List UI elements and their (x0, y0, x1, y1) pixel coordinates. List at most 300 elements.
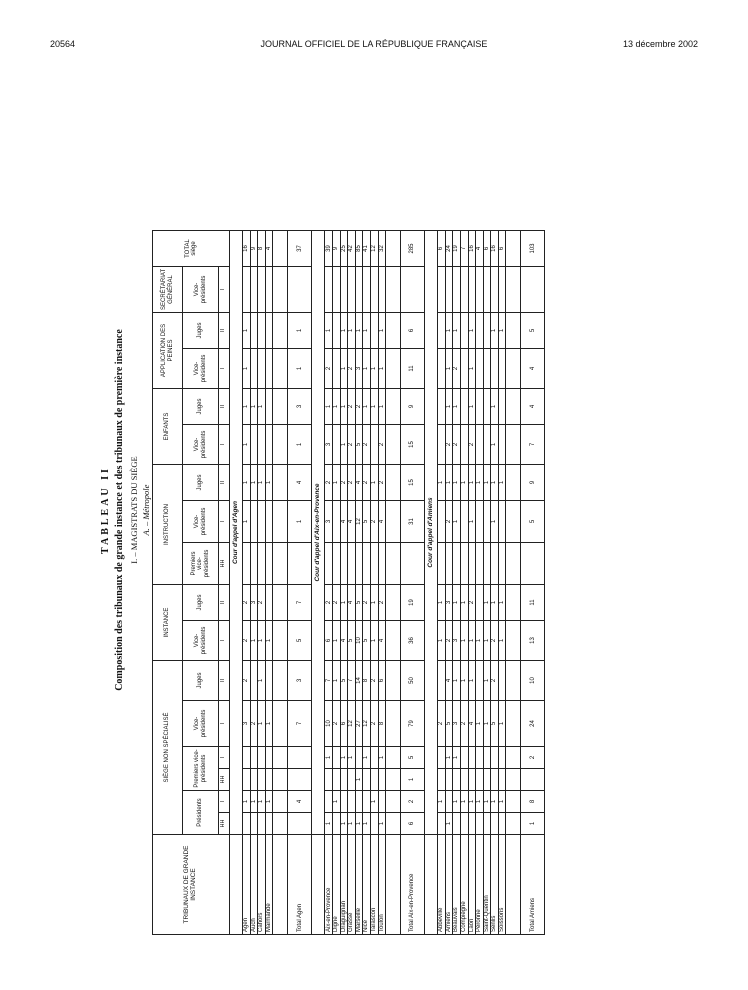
value-cell: 2 (370, 661, 378, 701)
value-cell (438, 769, 446, 791)
total-value-cell: 37 (288, 230, 312, 266)
total-value-cell (401, 266, 425, 312)
value-cell (258, 313, 266, 349)
value-cell: 1 (468, 465, 476, 501)
grade-cell: II (219, 313, 230, 349)
empty-cell (506, 621, 521, 661)
value-cell: 2 (332, 585, 340, 621)
tribunal-name: Péronne (476, 835, 484, 935)
tribunal-name: Draguignan (340, 835, 348, 935)
value-cell: 1 (340, 313, 348, 349)
value-cell: 5 (363, 621, 371, 661)
value-cell (498, 349, 506, 389)
value-cell (498, 425, 506, 465)
value-cell (476, 313, 484, 349)
value-cell (265, 585, 273, 621)
empty-cell (506, 465, 521, 501)
header-juges: Juges (183, 313, 219, 349)
value-cell: 2 (378, 425, 386, 465)
empty-cell (273, 835, 288, 935)
value-cell (370, 313, 378, 349)
value-cell: 2 (460, 701, 468, 747)
header-vice-presidents: Vice-présidents (183, 501, 219, 543)
value-cell: 2 (378, 465, 386, 501)
value-cell: 3 (325, 501, 333, 543)
empty-cell (386, 621, 401, 661)
value-cell: 7 (460, 230, 468, 266)
value-cell: 2 (491, 621, 499, 661)
value-cell: 1 (363, 313, 371, 349)
value-cell: 4 (476, 230, 484, 266)
total-value-cell: 5 (521, 501, 545, 543)
value-cell (468, 813, 476, 835)
total-value-cell: 15 (401, 465, 425, 501)
group-title-row (230, 230, 243, 934)
value-cell: 1 (243, 389, 251, 425)
tribunal-name: Laon (468, 835, 476, 935)
total-value-cell: 4 (288, 791, 312, 813)
total-value-cell: 36 (401, 621, 425, 661)
value-cell: 4 (355, 465, 363, 501)
value-cell: 1 (348, 813, 356, 835)
value-cell: 1 (332, 791, 340, 813)
total-value-cell (288, 543, 312, 585)
value-cell (483, 769, 491, 791)
value-cell: 1 (370, 621, 378, 661)
value-cell (258, 747, 266, 769)
value-cell (332, 747, 340, 769)
tribunal-name: Agen (243, 835, 251, 935)
value-cell: 1 (476, 465, 484, 501)
value-cell: 1 (483, 791, 491, 813)
value-cell (483, 813, 491, 835)
value-cell: 1 (243, 791, 251, 813)
value-cell (355, 791, 363, 813)
value-cell: 1 (265, 621, 273, 661)
value-cell: 1 (340, 425, 348, 465)
tribunal-name: Nice (363, 835, 371, 935)
value-cell (483, 349, 491, 389)
tribunal-name: Saint-Quentin (483, 835, 491, 935)
value-cell: 2 (332, 701, 340, 747)
value-cell: 1 (491, 791, 499, 813)
value-cell: 5 (340, 661, 348, 701)
total-value-cell: 8 (521, 791, 545, 813)
value-cell: 4 (468, 701, 476, 747)
total-label: Total Agen (288, 835, 312, 935)
value-cell (250, 501, 258, 543)
value-cell (363, 266, 371, 312)
value-cell: 1 (250, 621, 258, 661)
value-cell (243, 769, 251, 791)
value-cell (438, 813, 446, 835)
value-cell (370, 425, 378, 465)
total-value-cell (288, 813, 312, 835)
table-row (340, 230, 348, 934)
value-cell: 4 (265, 230, 273, 266)
value-cell (325, 266, 333, 312)
total-value-cell: 24 (521, 701, 545, 747)
header-vice-presidents: Vice-présidents (183, 621, 219, 661)
value-cell: 1 (258, 661, 266, 701)
tribunal-name: Senlis (491, 835, 499, 935)
value-cell: 1 (438, 465, 446, 501)
grade-cell: II (219, 465, 230, 501)
value-cell: 42 (348, 230, 356, 266)
value-cell: 2 (453, 425, 461, 465)
tableau-title: TABLEAU II (100, 466, 111, 554)
empty-cell (386, 791, 401, 813)
value-cell: 2 (325, 465, 333, 501)
value-cell (340, 266, 348, 312)
value-cell (476, 769, 484, 791)
value-cell: 5 (491, 701, 499, 747)
value-cell: 1 (445, 813, 453, 835)
value-cell: 2 (243, 661, 251, 701)
court-of-appeal-title: Cour d'appel d'Amiens (425, 230, 438, 834)
empty-cell (506, 747, 521, 769)
empty-cell (273, 389, 288, 425)
value-cell (476, 349, 484, 389)
value-cell: 1 (445, 465, 453, 501)
value-cell: 16 (243, 230, 251, 266)
value-cell: 3 (243, 701, 251, 747)
empty-cell (273, 465, 288, 501)
value-cell: 1 (468, 661, 476, 701)
value-cell (483, 425, 491, 465)
value-cell (460, 813, 468, 835)
subsection-title: A. – Métropole (141, 484, 151, 536)
value-cell: 2 (363, 425, 371, 465)
value-cell (483, 747, 491, 769)
empty-cell (386, 349, 401, 389)
empty-cell (273, 701, 288, 747)
header-total-siege: TOTAL siège (153, 230, 230, 266)
total-value-cell: 1 (288, 313, 312, 349)
value-cell: 1 (250, 791, 258, 813)
value-cell: 24 (445, 230, 453, 266)
value-cell: 1 (363, 349, 371, 389)
spacer-row (386, 230, 401, 934)
empty-cell (386, 501, 401, 543)
value-cell (258, 813, 266, 835)
value-cell: 1 (453, 465, 461, 501)
value-cell (265, 501, 273, 543)
value-cell (498, 266, 506, 312)
total-value-cell: 15 (401, 425, 425, 465)
empty-cell (506, 791, 521, 813)
value-cell: 1 (370, 791, 378, 813)
empty-cell (506, 769, 521, 791)
value-cell: 1 (491, 465, 499, 501)
page-number: 20564 (50, 39, 76, 49)
value-cell (265, 266, 273, 312)
value-cell: 2 (363, 585, 371, 621)
value-cell (483, 313, 491, 349)
value-cell (332, 769, 340, 791)
total-value-cell: 50 (401, 661, 425, 701)
value-cell (438, 501, 446, 543)
value-cell: 1 (498, 621, 506, 661)
empty-cell (506, 349, 521, 389)
value-cell: 1 (491, 425, 499, 465)
tribunal-name: Aix-en-Provence (325, 835, 333, 935)
value-cell: 1 (378, 313, 386, 349)
value-cell: 1 (460, 465, 468, 501)
value-cell: 1 (325, 389, 333, 425)
value-cell (476, 585, 484, 621)
total-value-cell (288, 769, 312, 791)
tribunal-name: Grasse (348, 835, 356, 935)
empty-cell (386, 661, 401, 701)
value-cell (438, 349, 446, 389)
value-cell: 1 (250, 465, 258, 501)
table-row (460, 230, 468, 934)
tribunal-name: Marseille (355, 835, 363, 935)
value-cell: 1 (340, 389, 348, 425)
value-cell (243, 813, 251, 835)
value-cell (460, 747, 468, 769)
empty-cell (506, 425, 521, 465)
header-vice-presidents: Vice-présidents (183, 425, 219, 465)
value-cell: 1 (468, 349, 476, 389)
total-label: Total Aix-en-Provence (401, 835, 425, 935)
tribunal-name: Soissons (498, 835, 506, 935)
value-cell (348, 791, 356, 813)
total-value-cell: 1 (288, 501, 312, 543)
value-cell: 1 (340, 585, 348, 621)
header-premiers-vice-presidents: Premiers vice-présidents (183, 747, 219, 791)
value-cell: 10 (355, 621, 363, 661)
issue-date: 13 décembre 2002 (622, 39, 698, 49)
empty-cell (506, 266, 521, 312)
value-cell (491, 769, 499, 791)
value-cell (445, 543, 453, 585)
value-cell: 1 (476, 791, 484, 813)
value-cell (258, 769, 266, 791)
value-cell: 1 (355, 813, 363, 835)
value-cell: 32 (378, 230, 386, 266)
total-value-cell (521, 769, 545, 791)
value-cell: 3 (250, 585, 258, 621)
header-vice-presidents: Vice-présidents (183, 266, 219, 312)
table-row (250, 230, 258, 934)
value-cell: 2 (378, 585, 386, 621)
value-cell: 9 (332, 230, 340, 266)
value-cell: 39 (325, 230, 333, 266)
value-cell (453, 769, 461, 791)
value-cell (498, 747, 506, 769)
table-row (438, 230, 446, 934)
value-cell: 1 (453, 585, 461, 621)
value-cell (483, 543, 491, 585)
value-cell: 1 (378, 813, 386, 835)
value-cell (445, 769, 453, 791)
value-cell (460, 501, 468, 543)
header-presidents: Présidents (183, 791, 219, 835)
value-cell: 1 (250, 389, 258, 425)
value-cell (491, 747, 499, 769)
group-spacer (312, 835, 325, 935)
grade-cell: I (219, 349, 230, 389)
spacer-row (506, 230, 521, 934)
total-value-cell: 4 (521, 389, 545, 425)
empty-cell (273, 266, 288, 312)
table-row (498, 230, 506, 934)
value-cell: 12 (363, 701, 371, 747)
value-cell (491, 266, 499, 312)
value-cell (332, 266, 340, 312)
empty-cell (506, 585, 521, 621)
value-cell (483, 501, 491, 543)
total-value-cell (401, 543, 425, 585)
value-cell: 1 (491, 501, 499, 543)
value-cell: 4 (340, 621, 348, 661)
header-tribunaux: TRIBUNAUX DE GRANDE INSTANCE (153, 835, 230, 935)
value-cell (332, 813, 340, 835)
total-value-cell: 2 (521, 747, 545, 769)
value-cell (258, 543, 266, 585)
value-cell: 5 (445, 701, 453, 747)
value-cell (340, 543, 348, 585)
empty-cell (386, 230, 401, 266)
value-cell (265, 313, 273, 349)
value-cell: 2 (438, 701, 446, 747)
value-cell: 12 (370, 230, 378, 266)
value-cell (468, 266, 476, 312)
value-cell (491, 349, 499, 389)
value-cell (258, 425, 266, 465)
value-cell: 2 (340, 465, 348, 501)
value-cell (250, 769, 258, 791)
value-cell (438, 313, 446, 349)
value-cell (476, 747, 484, 769)
total-value-cell: 4 (521, 349, 545, 389)
value-cell: 1 (340, 747, 348, 769)
total-value-cell: 9 (401, 389, 425, 425)
table-titles (100, 85, 160, 935)
total-value-cell: 4 (288, 465, 312, 501)
value-cell: 1 (258, 791, 266, 813)
value-cell: 1 (468, 791, 476, 813)
total-value-cell: 11 (521, 585, 545, 621)
value-cell: 8 (378, 701, 386, 747)
grade-cell: HH (219, 769, 230, 791)
grade-cell: I (219, 266, 230, 312)
total-label: Total Amiens (521, 835, 545, 935)
empty-cell (386, 425, 401, 465)
table-container (152, 230, 545, 935)
tribunal-name: Cahors (258, 835, 266, 935)
total-value-cell: 6 (401, 813, 425, 835)
empty-cell (273, 769, 288, 791)
value-cell (348, 543, 356, 585)
value-cell (476, 501, 484, 543)
total-value-cell: 3 (288, 661, 312, 701)
value-cell (460, 769, 468, 791)
value-cell (265, 661, 273, 701)
value-cell (438, 266, 446, 312)
total-value-cell: 13 (521, 621, 545, 661)
value-cell: 1 (243, 465, 251, 501)
header-juges: Juges (183, 465, 219, 501)
value-cell: 4 (378, 621, 386, 661)
value-cell: 1 (363, 389, 371, 425)
total-value-cell: 7 (288, 701, 312, 747)
value-cell: 4 (340, 501, 348, 543)
value-cell: 1 (340, 349, 348, 389)
empty-cell (273, 661, 288, 701)
value-cell: 5 (363, 501, 371, 543)
value-cell (340, 769, 348, 791)
value-cell: 1 (243, 349, 251, 389)
header-instance: INSTANCE (153, 585, 183, 661)
grade-cell: II (219, 585, 230, 621)
total-value-cell: 3 (288, 389, 312, 425)
empty-cell (273, 747, 288, 769)
value-cell: 25 (340, 230, 348, 266)
table-row (265, 230, 273, 934)
empty-cell (386, 701, 401, 747)
value-cell (378, 543, 386, 585)
value-cell (355, 747, 363, 769)
value-cell: 1 (468, 501, 476, 543)
value-cell (476, 425, 484, 465)
value-cell: 1 (460, 585, 468, 621)
value-cell: 1 (363, 747, 371, 769)
value-cell (445, 791, 453, 813)
value-cell: 1 (265, 465, 273, 501)
value-cell (460, 349, 468, 389)
value-cell: 1 (340, 813, 348, 835)
value-cell (438, 747, 446, 769)
value-cell: 10 (325, 701, 333, 747)
grade-cell: I (219, 501, 230, 543)
value-cell (378, 769, 386, 791)
value-cell (498, 769, 506, 791)
value-cell: 1 (460, 791, 468, 813)
value-cell: 14 (355, 661, 363, 701)
empty-cell (273, 791, 288, 813)
table-row (355, 230, 363, 934)
value-cell: 1 (378, 389, 386, 425)
total-value-cell: 1 (401, 769, 425, 791)
value-cell: 12 (355, 501, 363, 543)
empty-cell (506, 661, 521, 701)
value-cell: 1 (265, 791, 273, 813)
value-cell: 3 (355, 349, 363, 389)
grade-cell: II (219, 661, 230, 701)
value-cell: 2 (243, 585, 251, 621)
value-cell (438, 543, 446, 585)
group-spacer (230, 835, 243, 935)
value-cell: 3 (453, 621, 461, 661)
empty-cell (386, 747, 401, 769)
value-cell: 41 (363, 230, 371, 266)
value-cell: 1 (453, 747, 461, 769)
value-cell (370, 266, 378, 312)
empty-cell (386, 465, 401, 501)
value-cell (378, 791, 386, 813)
value-cell (483, 266, 491, 312)
grade-cell: II (219, 389, 230, 425)
value-cell (498, 813, 506, 835)
value-cell: 5 (355, 425, 363, 465)
table-row (445, 230, 453, 934)
value-cell (445, 266, 453, 312)
value-cell (453, 543, 461, 585)
value-cell (370, 543, 378, 585)
